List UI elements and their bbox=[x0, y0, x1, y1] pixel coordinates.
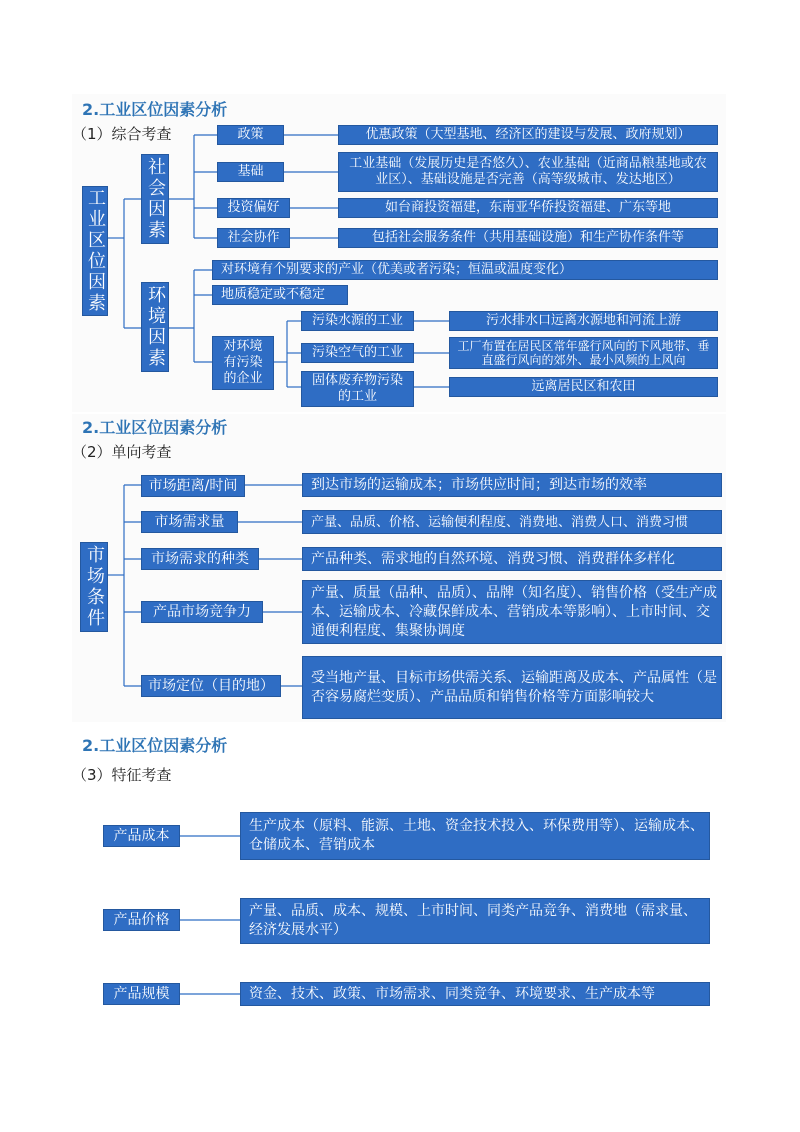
industrial-location-factors-root bbox=[82, 186, 108, 316]
foundation-detail: 工业基础（发展历史是否悠久）、农业基础（近商品粮基地或农业区）、基础设施是否完善（高等级城市、发达地区） bbox=[338, 152, 718, 192]
market-demand-types-detail: 产品种类、需求地的自然环境、消费习惯、消费群体多样化 bbox=[302, 547, 722, 571]
market-conditions-label: 市场条件 bbox=[84, 545, 105, 629]
market-distance-node: 市场距离/时间 bbox=[141, 475, 245, 497]
section3-subtitle: （3）特征考查 bbox=[72, 766, 172, 784]
polluting-enterprises-node: 对环境有污染的企业 bbox=[212, 336, 274, 390]
section2-subtitle: （2）单向考查 bbox=[72, 443, 172, 461]
product-cost-detail: 生产成本（原料、能源、土地、资金技术投入、环保费用等）、运输成本、仓储成本、营销成本 bbox=[240, 812, 710, 860]
solid-waste-node: 固体废弃物污染的工业 bbox=[301, 371, 414, 407]
environment-factors-node bbox=[141, 282, 169, 372]
social-cooperation-detail: 包括社会服务条件（共用基础设施）和生产协作条件等 bbox=[338, 228, 718, 248]
product-competitiveness-node: 产品市场竞争力 bbox=[141, 601, 263, 623]
market-demand-types-node: 市场需求的种类 bbox=[141, 548, 259, 570]
market-distance-detail: 到达市场的运输成本；市场供应时间；到达市场的效率 bbox=[302, 473, 722, 497]
geology-node: 地质稳定或不稳定 bbox=[212, 285, 348, 305]
section1-subtitle: （1）综合考查 bbox=[72, 125, 172, 143]
section1-title: 2.工业区位因素分析 bbox=[82, 100, 228, 119]
product-scale-node: 产品规模 bbox=[103, 983, 180, 1005]
policy-node: 政策 bbox=[217, 125, 284, 145]
investment-preference-detail: 如台商投资福建，东南亚华侨投资福建、广东等地 bbox=[338, 198, 718, 218]
foundation-node: 基础 bbox=[217, 162, 284, 182]
product-price-detail: 产量、品质、成本、规模、上市时间、同类产品竞争、消费地（需求量、经济发展水平） bbox=[240, 898, 710, 944]
market-positioning-node: 市场定位（目的地） bbox=[141, 675, 281, 697]
product-cost-node: 产品成本 bbox=[103, 825, 180, 847]
env-requirement-node: 对环境有个别要求的产业（优美或者污染；恒温或温度变化） bbox=[212, 260, 718, 280]
investment-preference-node: 投资偏好 bbox=[217, 198, 290, 218]
social-factors-node bbox=[141, 154, 169, 244]
product-competitiveness-detail: 产量、质量（品种、品质）、品牌（知名度）、销售价格（受生产成本、运输成本、冷藏保鲜成本、营销成本等影响）、上市时间、交通便利程度、集聚协调度 bbox=[302, 580, 722, 644]
air-pollution-detail: 工厂布置在居民区常年盛行风向的下风地带、垂直盛行风向的郊外、最小风频的上风向 bbox=[449, 337, 718, 369]
social-factors-label: 社会因素 bbox=[145, 157, 166, 241]
product-scale-detail: 资金、技术、政策、市场需求、同类竞争、环境要求、生产成本等 bbox=[240, 982, 710, 1006]
root-label: 工业区位因素 bbox=[85, 188, 106, 314]
market-demand-node: 市场需求量 bbox=[141, 511, 238, 533]
section3-title: 2.工业区位因素分析 bbox=[82, 736, 228, 755]
market-conditions-root bbox=[80, 542, 108, 632]
market-positioning-detail: 受当地产量、目标市场供需关系、运输距离及成本、产品属性（是否容易腐烂变质）、产品品质和销售价格等方面影响较大 bbox=[302, 656, 722, 719]
market-demand-detail: 产量、品质、价格、运输便利程度、消费地、消费人口、消费习惯 bbox=[302, 510, 722, 534]
environment-factors-label: 环境因素 bbox=[145, 285, 166, 369]
water-pollution-detail: 污水排水口远离水源地和河流上游 bbox=[449, 311, 718, 331]
water-pollution-node: 污染水源的工业 bbox=[301, 311, 414, 331]
social-cooperation-node: 社会协作 bbox=[217, 228, 290, 248]
product-price-node: 产品价格 bbox=[103, 909, 180, 931]
solid-waste-detail: 远离居民区和农田 bbox=[449, 377, 718, 397]
air-pollution-node: 污染空气的工业 bbox=[301, 343, 414, 363]
policy-detail: 优惠政策（大型基地、经济区的建设与发展、政府规划） bbox=[338, 125, 718, 145]
section2-title: 2.工业区位因素分析 bbox=[82, 418, 228, 437]
